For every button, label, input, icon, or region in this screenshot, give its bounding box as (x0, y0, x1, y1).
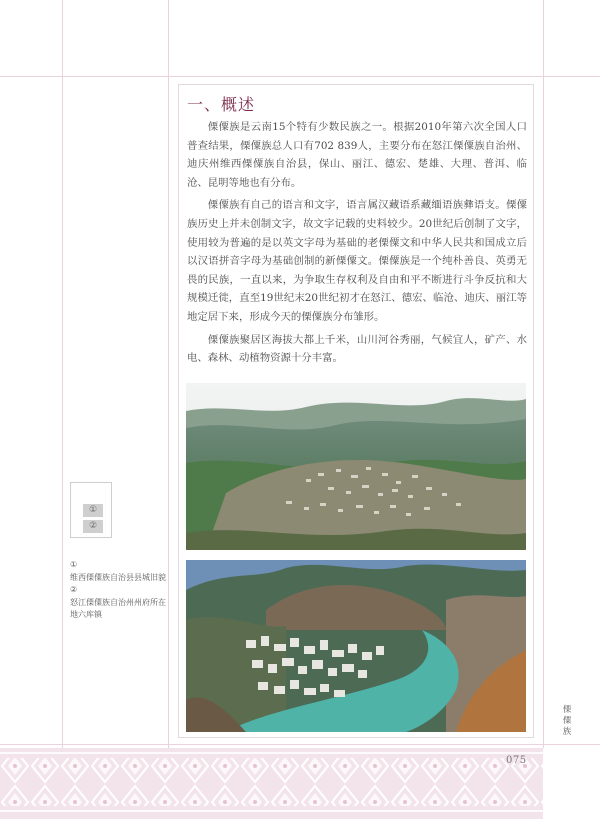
photo-liuku-image (186, 560, 526, 732)
photo-captions (70, 559, 168, 622)
chapter-side-label: 傈僳族 (562, 705, 572, 737)
guide-line-bottom (0, 744, 600, 745)
paragraph: 傈僳族聚居区海拔大都上千米，山川河谷秀丽，气候宜人，矿产、水电、森林、动植物资源十分丰富。 (187, 333, 527, 365)
page-number: 075 (506, 755, 527, 766)
photo-weixi-image (186, 383, 526, 550)
photo-index-box (70, 482, 112, 538)
caption-1: 维西傈僳族自治县县城旧貌 (70, 572, 166, 582)
guide-line-margin (168, 0, 169, 748)
index-marker-1: ① (83, 504, 103, 517)
guide-line-right (543, 0, 544, 748)
section-title: 一、概述 (187, 95, 256, 114)
photo-liuku-town (186, 560, 526, 732)
caption-marker-1: ① (70, 560, 78, 569)
guide-line-left (62, 0, 63, 748)
index-marker-2: ② (83, 520, 103, 533)
caption-2: 怒江傈僳族自治州州府所在地六库镇 (70, 597, 166, 619)
guide-line-top (0, 76, 600, 77)
body-text (187, 118, 527, 372)
paragraph: 傈僳族是云南15个特有少数民族之一。根据2010年第六次全国人口普查结果，傈僳族总人口有702 839人，主要分布在怒江傈僳族自治州、迪庆州维西傈僳族自治县，保山、丽江、德宏、楚雄、大理、普洱、临沧、昆明等地也有分布。 (187, 121, 527, 189)
decorative-pattern-band (0, 748, 543, 819)
photo-weixi-county-old-view (186, 383, 526, 550)
pattern-graphic (0, 748, 543, 819)
caption-marker-2: ② (70, 585, 78, 594)
paragraph: 傈僳族有自己的语言和文字，语言属汉藏语系藏缅语族彝语支。傈僳族历史上并未创制文字，故文字记载的史料较少。20世纪后创制了文字，使用较为普遍的是以英文字母为基础的老傈僳文和中华人民共和国成立后以汉语拼音字母为基础创制的新傈僳文。傈僳族是一个纯朴善良、英勇无畏的民族，一直以来，为争取生存权利及自由和平不断进行斗争反抗和大规模迁徙，直至19世纪末20世纪初才在怒江、德宏、临沧、迪庆、丽江等地定居下来，形成今天的傈僳族分布雏形。 (187, 199, 527, 323)
